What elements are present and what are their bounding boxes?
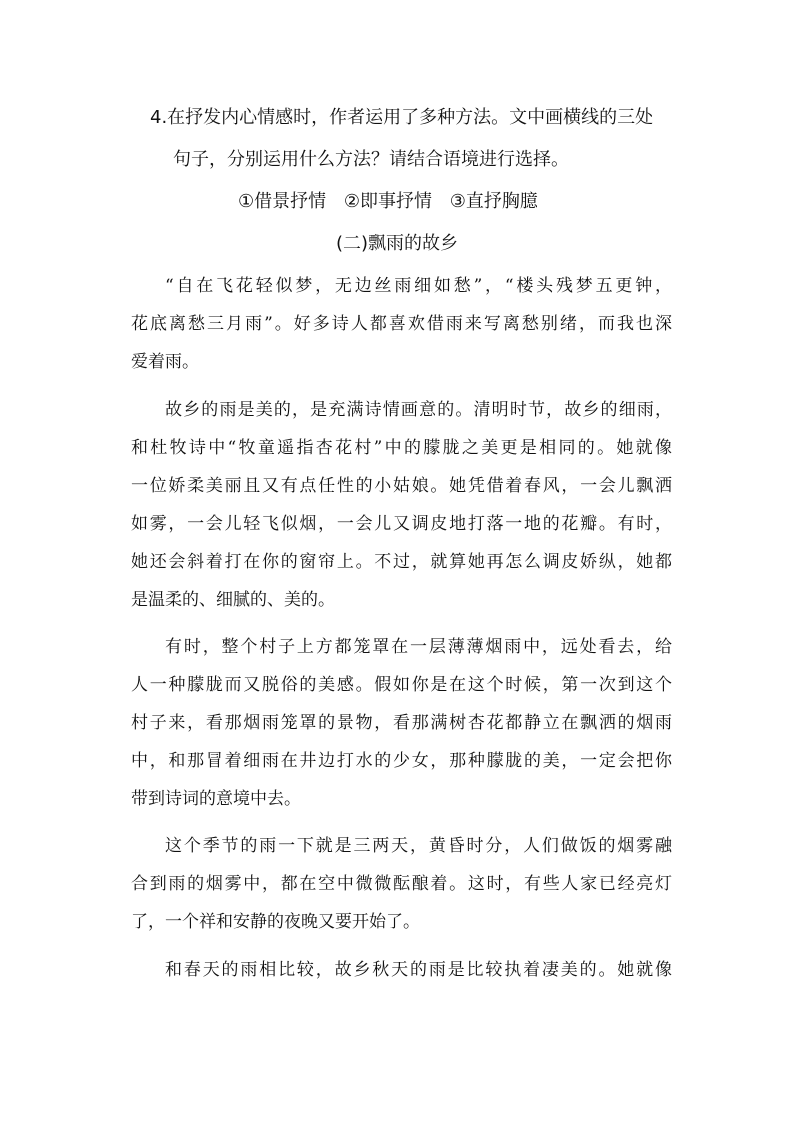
paragraph-4-line: 这个季节的雨一下就是三两天，黄昏时分，人们做饭的烟雾融 — [165, 836, 672, 856]
paragraph-4-line: 了，一个祥和安静的夜晚又要开始了。 — [131, 912, 420, 932]
option-3: ③直抒胸臆 — [449, 191, 538, 212]
paragraph-2-line: 一位娇柔美丽且又有点任性的小姑娘。她凭借着春风，一会儿飘洒 — [131, 476, 672, 496]
option-2: ②即事抒情 — [343, 191, 433, 212]
paragraph-4-line: 合到雨的烟雾中，都在空中微微酝酿着。这时，有些人家已经亮灯 — [131, 874, 672, 894]
section-title: (二)飘雨的故乡 — [335, 233, 459, 254]
option-1: ①借景抒情 — [238, 191, 327, 212]
paragraph-5-line: 和春天的雨相比较，故乡秋天的雨是比较执着凄美的。她就像 — [165, 960, 672, 980]
paragraph-2-line: 是温柔的、细腻的、美的。 — [131, 590, 335, 610]
question-line-2: 句子，分别运用什么方法？请结合语境进行选择。 — [173, 149, 569, 170]
paragraph-3-line: 人一种朦胧而又脱俗的美感。假如你是在这个时候，第一次到这个 — [131, 675, 672, 695]
answer-options — [238, 189, 538, 215]
paragraph-2-line: 故乡的雨是美的，是充满诗情画意的。清明时节，故乡的细雨， — [165, 400, 672, 420]
paragraph-3-line: 中，和那冒着细雨在井边打水的少女，那种朦胧的美，一定会把你 — [131, 751, 672, 771]
paragraph-2-line: 和杜牧诗中“牧童遥指杏花村”中的朦胧之美更是相同的。她就像 — [131, 438, 672, 458]
paragraph-1-line: 花底离愁三月雨”。好多诗人都喜欢借雨来写离愁别绪，而我也深 — [131, 314, 672, 334]
paragraph-3-line: 带到诗词的意境中去。 — [131, 789, 301, 809]
paragraph-2-line: 如雾，一会儿轻飞似烟，一会儿又调皮地打落一地的花瓣。有时， — [131, 514, 672, 534]
paragraph-1-line: 爱着雨。 — [131, 352, 199, 372]
paragraph-3-line: 村子来，看那烟雨笼罩的景物，看那满树杏花都静立在飘洒的烟雨 — [131, 713, 672, 733]
paragraph-3-line: 有时，整个村子上方都笼罩在一层薄薄烟雨中，远处看去，给 — [165, 637, 672, 657]
paragraph-2-line: 她还会斜着打在你的窗帘上。不过，就算她再怎么调皮娇纵，她都 — [131, 552, 672, 572]
paragraph-1-line: “自在飞花轻似梦，无边丝雨细如愁”，“楼头残梦五更钟， — [165, 276, 672, 296]
question-line-1: 4.在抒发内心情感时，作者运用了多种方法。文中画横线的三处 — [150, 107, 654, 128]
